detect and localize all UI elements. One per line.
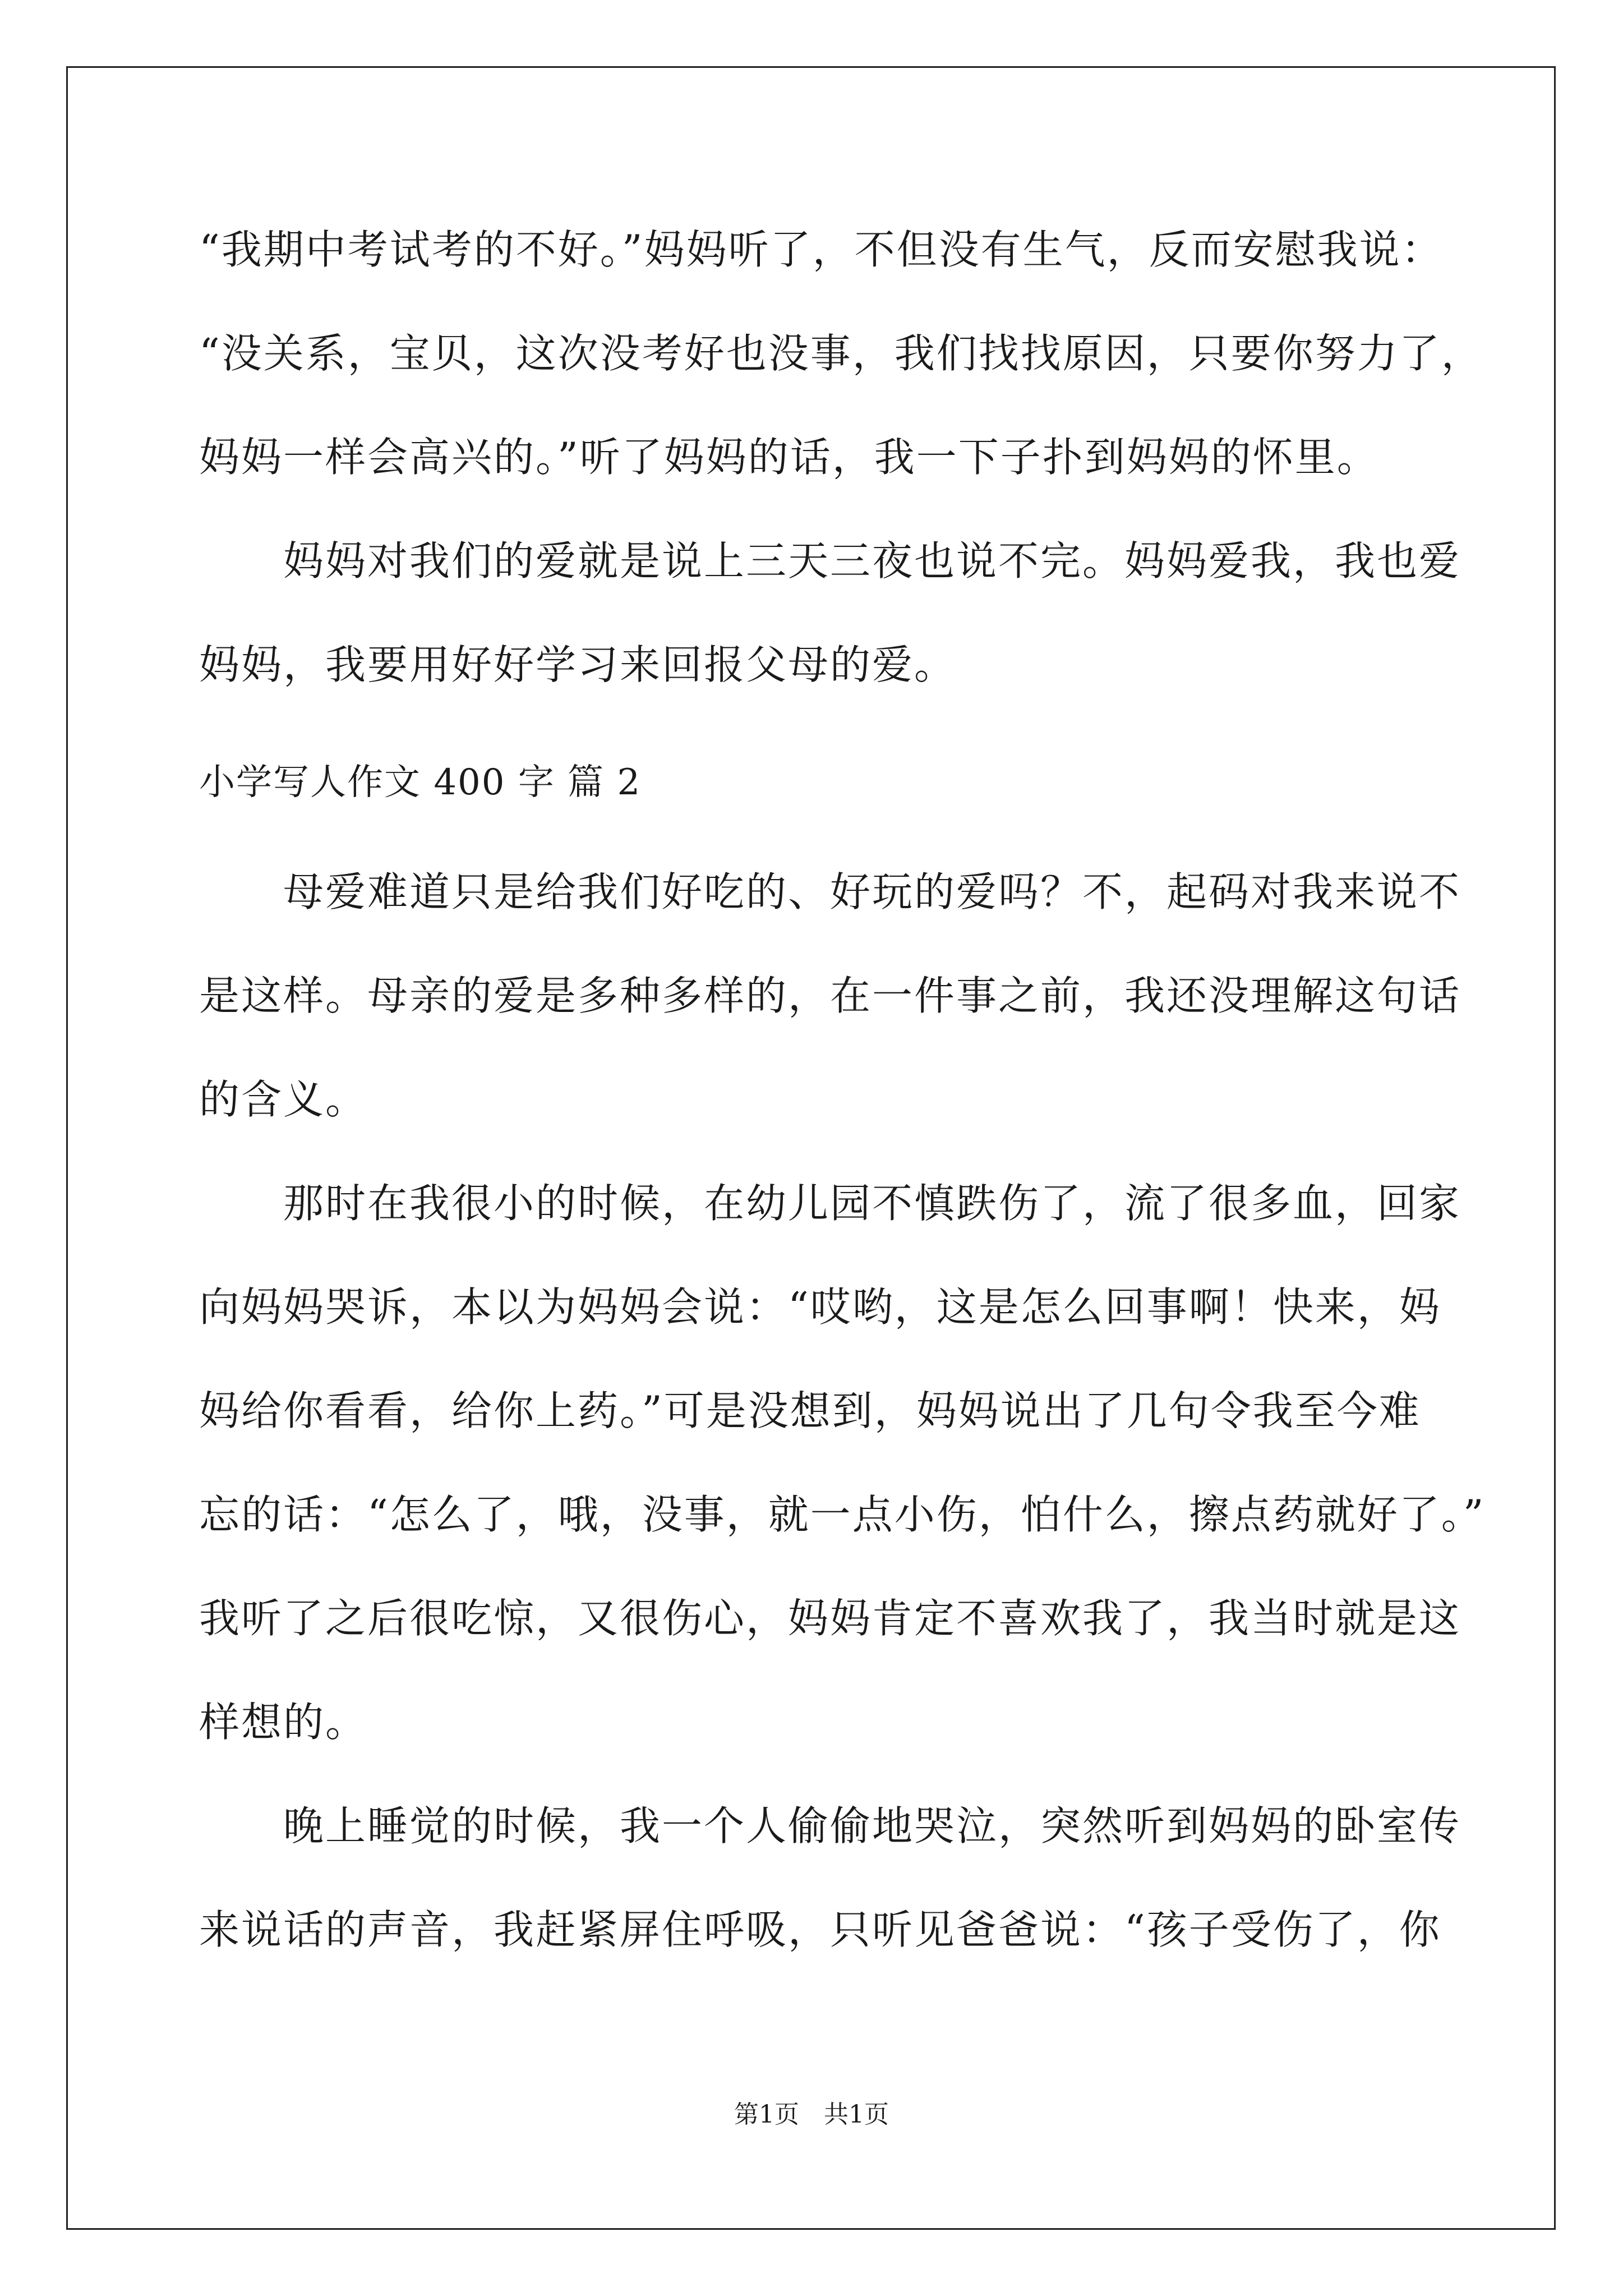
- text-line: 妈妈一样会高兴的。”听了妈妈的话，我一下子扑到妈妈的怀里。: [199, 434, 1379, 481]
- text-line: 妈妈，我要用好好学习来回报父母的爱。: [199, 641, 957, 688]
- text-line: 样想的。: [199, 1699, 368, 1746]
- text-line: 妈妈对我们的爱就是说上三天三夜也说不完。妈妈爱我，我也爱: [199, 537, 1461, 585]
- text-line: 向妈妈哭诉，本以为妈妈会说：“哎哟，这是怎么回事啊！快来，妈: [199, 1283, 1441, 1331]
- text-line: 是这样。母亲的爱是多种多样的，在一件事之前，我还没理解这句话: [199, 972, 1461, 1019]
- page-footer: 第1页 共1页: [734, 2100, 889, 2129]
- text-line: “没关系，宝贝，这次没考好也没事，我们找找原因，只要你努力了，: [199, 330, 1483, 377]
- text-line: 那时在我很小的时候，在幼儿园不慎跌伤了，流了很多血，回家: [199, 1180, 1461, 1227]
- text-line: 我听了之后很吃惊，又很伤心，妈妈肯定不喜欢我了，我当时就是这: [199, 1595, 1461, 1642]
- text-line: 忘的话：“怎么了，哦，没事，就一点小伤，怕什么，擦点药就好了。”: [199, 1491, 1486, 1538]
- text-line: “我期中考试考的不好。”妈妈听了，不但没有生气，反而安慰我说：: [199, 226, 1444, 273]
- text-line: 的含义。: [199, 1076, 368, 1123]
- text-line: 母爱难道只是给我们好吃的、好玩的爱吗？不，起码对我来说不: [199, 868, 1461, 915]
- text-line: 妈给你看看，给你上药。”可是没想到，妈妈说出了几句令我至今难: [199, 1387, 1421, 1434]
- text-line: 来说话的声音，我赶紧屏住呼吸，只听见爸爸说：“孩子受伤了，你: [199, 1906, 1441, 1953]
- section-heading: 小学写人作文 400 字 篇 2: [199, 762, 642, 803]
- text-line: 晚上睡觉的时候，我一个人偷偷地哭泣，突然听到妈妈的卧室传: [199, 1802, 1461, 1849]
